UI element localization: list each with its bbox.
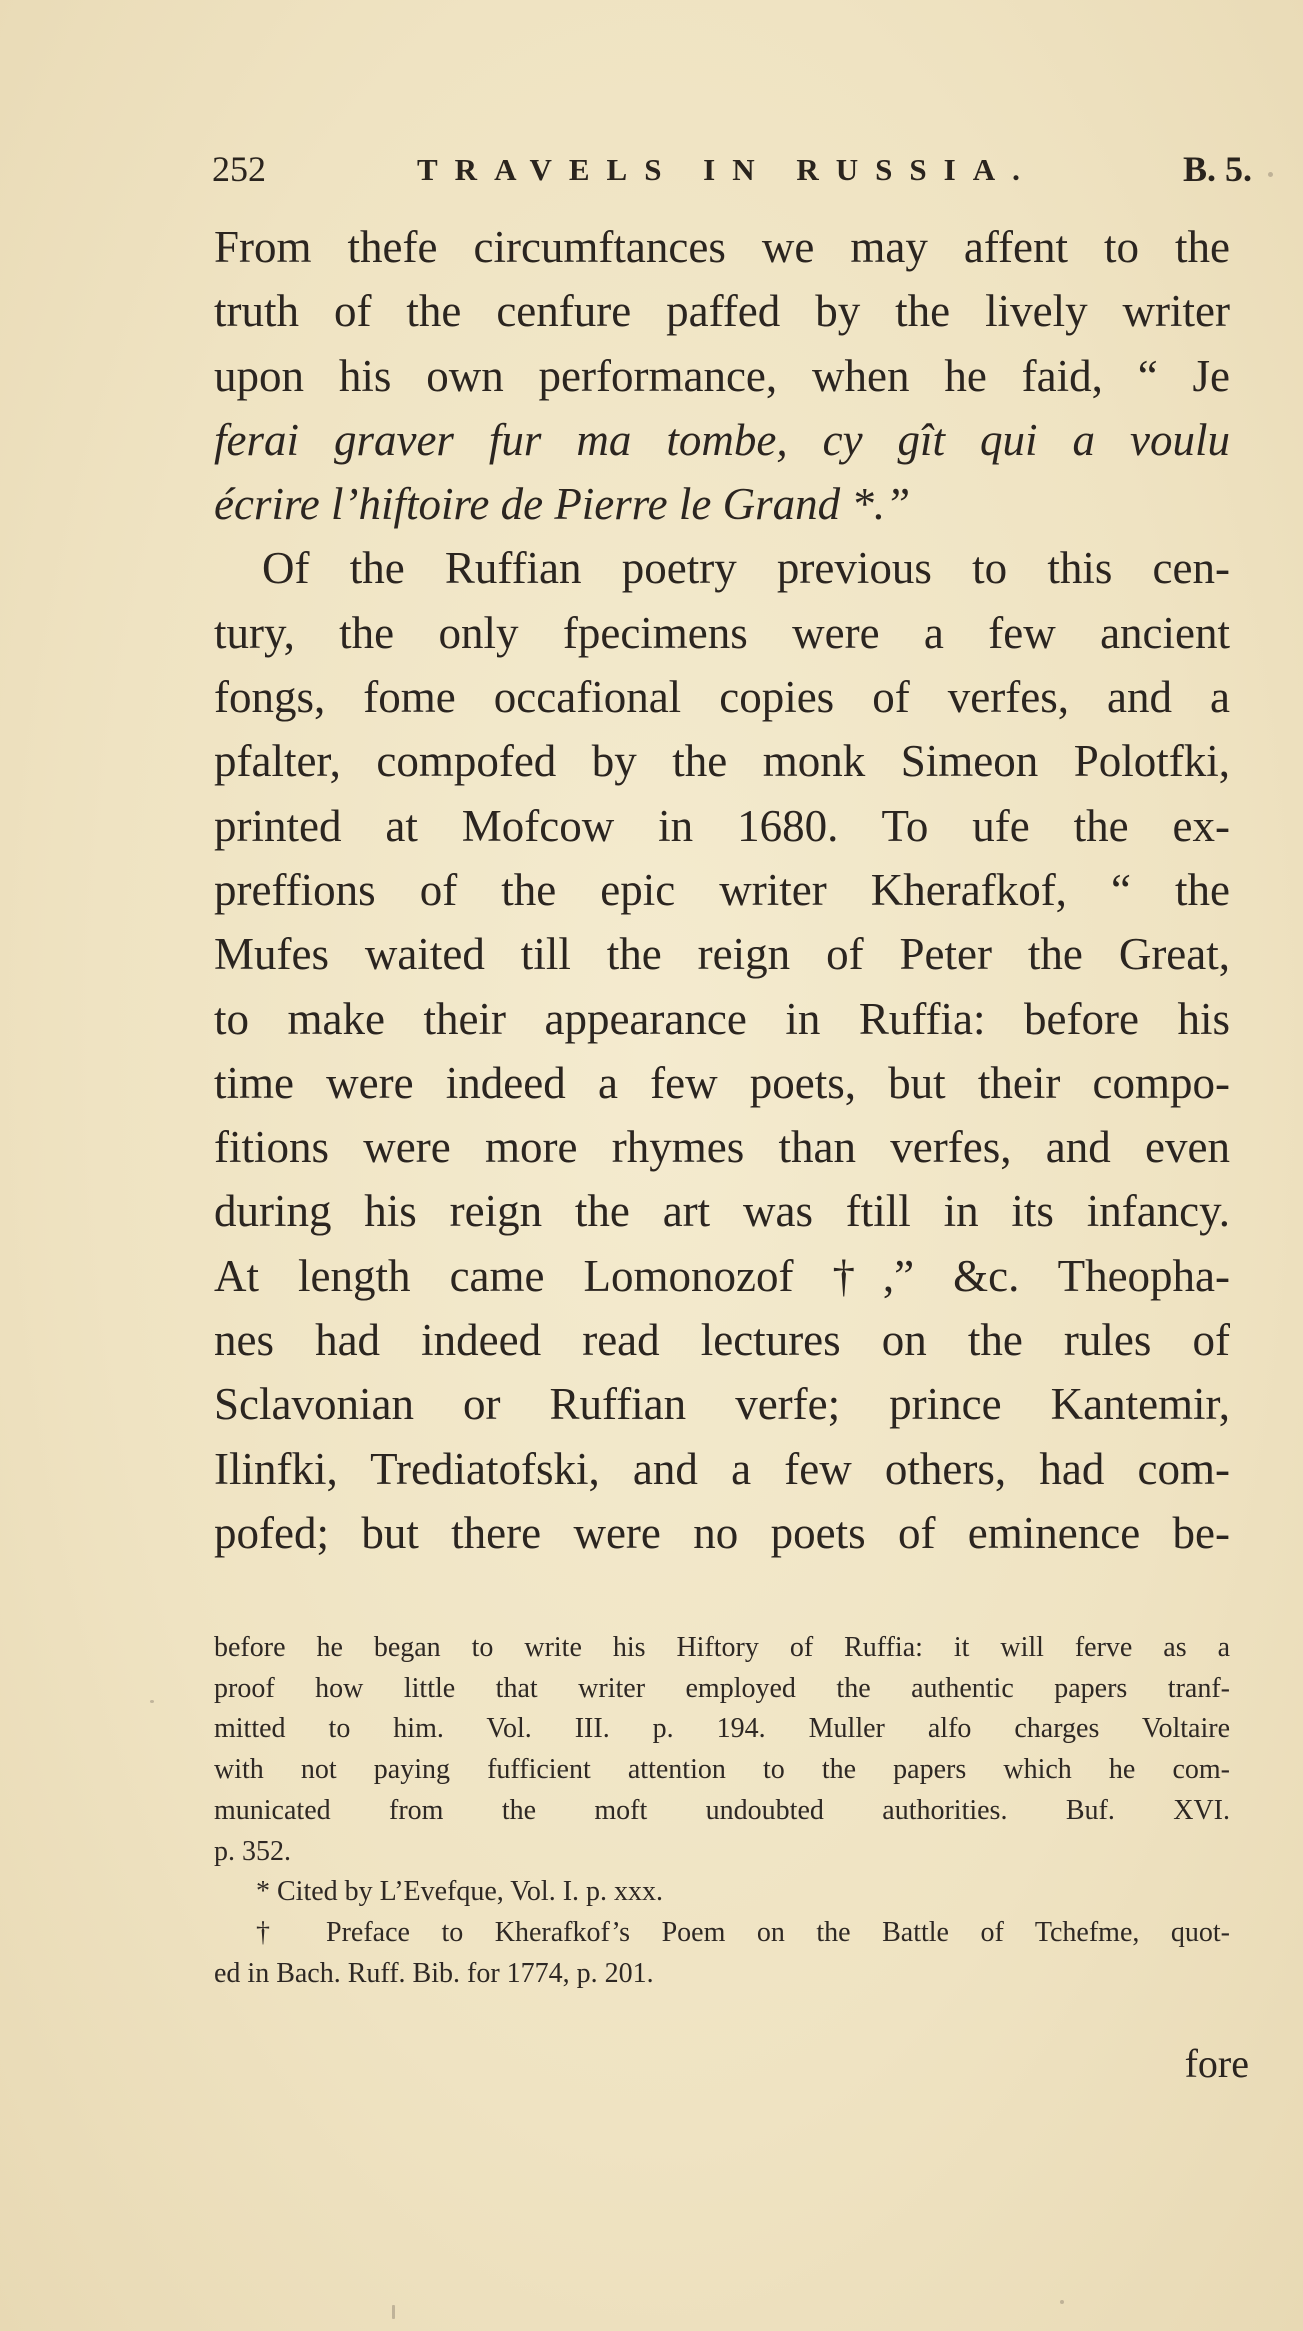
- body-line: Of the Ruffian poetry previous to this cen-: [262, 543, 1230, 594]
- catchword: fore: [1184, 2041, 1249, 2086]
- page-header: [212, 148, 1252, 198]
- body-line: Mufes waited till the reign of Peter the Great,: [214, 929, 1230, 980]
- body-line: during his reign the art was ftill in its infancy.: [214, 1186, 1230, 1237]
- body-line: écrire l’hiftoire de Pierre le Grand *.”: [214, 479, 911, 530]
- body-line: time were indeed a few poets, but their compo-: [214, 1057, 1230, 1108]
- body-line: truth of the cenfure paffed by the lively writer: [214, 286, 1230, 337]
- paper-speck: [1060, 2300, 1064, 2304]
- body-line: fongs, fome occafional copies of verfes, and a: [214, 672, 1230, 723]
- body-line: ferai graver fur ma tombe, cy gît qui a voulu: [214, 414, 1230, 465]
- body-line: Ilinfki, Trediatofski, and a few others, had com-: [214, 1443, 1230, 1494]
- running-title: TRAVELS IN RUSSIA.: [417, 152, 1037, 187]
- footnote-line: municated from the moft undoubted authorities. Buf. XVI.: [214, 1794, 1230, 1826]
- body-line: pfalter, compofed by the monk Simeon Polotfki,: [214, 736, 1230, 787]
- footnotes: [214, 1628, 1230, 1994]
- body-line: preffions of the epic writer Kherafkof, “ the: [214, 864, 1230, 915]
- paper-speck: [150, 1700, 154, 1703]
- footnote-line: proof how little that writer employed the authentic papers tranf-: [214, 1672, 1230, 1704]
- body-line: Sclavonian or Ruffian verfe; prince Kantemir,: [214, 1379, 1230, 1430]
- footnote-line: * Cited by L’Evefque, Vol. I. p. xxx.: [256, 1876, 664, 1908]
- footnote-line: ed in Bach. Ruff. Bib. for 1774, p. 201.: [214, 1957, 654, 1989]
- body-line: At length came Lomonozof †,” &c. Theopha-: [214, 1250, 1230, 1301]
- body-line: nes had indeed read lectures on the rules of: [214, 1315, 1230, 1366]
- footnote-line: † Preface to Kherafkof’s Poem on the Battle of Tchefme, quot-: [256, 1916, 1230, 1948]
- body-text: [214, 215, 1230, 1565]
- footnote-line: mitted to him. Vol. III. p. 194. Muller alfo charges Voltaire: [214, 1713, 1230, 1745]
- footnote-line: before he began to write his Hiftory of Ruffia: it will ferve as a: [214, 1632, 1230, 1663]
- footnote-line: with not paying fufficient attention to the papers which he com-: [214, 1754, 1230, 1786]
- footnote-line: p. 352.: [214, 1835, 291, 1867]
- body-line: printed at Mofcow in 1680. To ufe the ex-: [214, 800, 1230, 851]
- body-line: upon his own performance, when he faid, “ Je: [214, 350, 1230, 401]
- book-reference: B. 5.: [1182, 149, 1252, 189]
- paper-speck: [392, 2305, 395, 2319]
- page-number: 252: [212, 149, 266, 189]
- body-line: pofed; but there were no poets of eminence be-: [214, 1507, 1230, 1558]
- body-line: tury, the only fpecimens were a few ancient: [214, 607, 1230, 658]
- body-line: to make their appearance in Ruffia: before his: [214, 993, 1230, 1044]
- body-line: From thefe circumftances we may affent to the: [214, 222, 1230, 272]
- paper-speck: [1268, 172, 1273, 177]
- body-line: fitions were more rhymes than verfes, and even: [214, 1122, 1230, 1173]
